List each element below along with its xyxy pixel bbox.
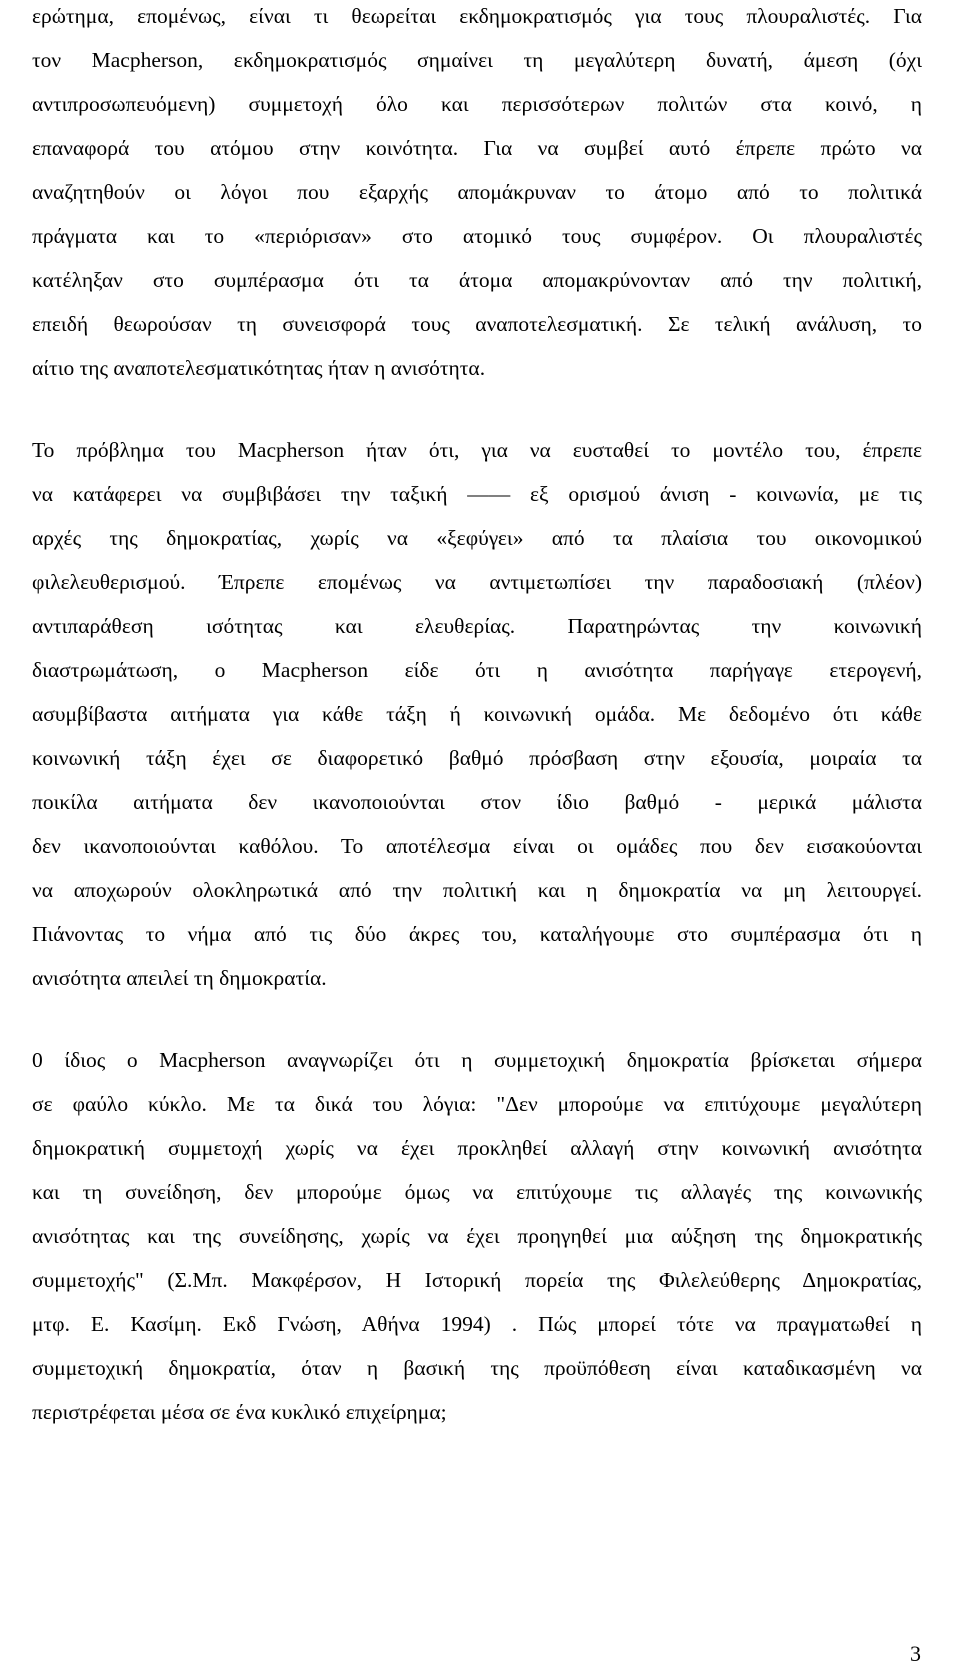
text-line: ποικίλα αιτήματα δεν ικανοποιούνται στον ίδιο βαθμό - μερικά μάλιστα	[32, 790, 922, 814]
text-line: κοινωνική τάξη έχει σε διαφορετικό βαθμό πρόσβαση στην εξουσία, μοιραία τα	[32, 746, 922, 770]
text-line: Πιάνοντας το νήμα από τις δύο άκρες του, καταλήγουμε στο συμπέρασμα ότι η	[32, 922, 922, 946]
text-line: κατέληξαν στο συμπέρασμα ότι τα άτομα απομακρύνονταν από την πολιτική,	[32, 268, 922, 292]
text-line: επειδή θεωρούσαν τη συνεισφορά τους αναποτελεσματική. Σε τελική ανάλυση, το	[32, 312, 922, 336]
text-line: ασυμβίβαστα αιτήματα για κάθε τάξη ή κοινωνική ομάδα. Με δεδομένο ότι κάθε	[32, 702, 922, 726]
text-line: σε φαύλο κύκλο. Με τα δικά του λόγια: "Δεν μπορούμε να επιτύχουμε μεγαλύτερη	[32, 1092, 922, 1116]
text-line: αντιπαράθεση ισότητας και ελευθερίας. Παρατηρώντας την κοινωνική	[32, 614, 922, 638]
text-line: διαστρωμάτωση, ο Macpherson είδε ότι η ανισότητα παρήγαγε ετερογενή,	[32, 658, 922, 682]
text-line: αντιπροσωπευόμενη) συμμετοχή όλο και περισσότερων πολιτών στα κοινό, η	[32, 92, 922, 116]
text-line: τον Macpherson, εκδημοκρατισμός σημαίνει τη μεγαλύτερη δυνατή, άμεση (όχι	[32, 48, 922, 72]
text-line: και τη συνείδηση, δεν μπορούμε όμως να επιτύχουμε τις αλλαγές της κοινωνικής	[32, 1180, 922, 1204]
text-line: ανισότητας και της συνείδησης, χωρίς να έχει προηγηθεί μια αύξηση της δημοκρατικής	[32, 1224, 922, 1248]
text-line: φιλελευθερισμού. Έπρεπε επομένως να αντιμετωπίσει την παραδοσιακή (πλέον)	[32, 570, 922, 594]
text-line: ερώτημα, επομένως, είναι τι θεωρείται εκδημοκρατισμός για τους πλουραλιστές. Για	[32, 4, 922, 28]
text-line: συμμετοχική δημοκρατία, όταν η βασική της προϋπόθεση είναι καταδικασμένη να	[32, 1356, 922, 1380]
text-line: ανισότητα απειλεί τη δημοκρατία.	[32, 966, 327, 990]
text-line: αναζητηθούν οι λόγοι που εξαρχής απομάκρυναν το άτομο από το πολιτικά	[32, 180, 922, 204]
text-line: αίτιο της αναποτελεσματικότητας ήταν η ανισότητα.	[32, 356, 486, 380]
text-line: δεν ικανοποιούνται καθόλου. Το αποτέλεσμα είναι οι ομάδες που δεν εισακούονται	[32, 834, 922, 858]
text-line: 0 ίδιος ο Macpherson αναγνωρίζει ότι η συμμετοχική δημοκρατία βρίσκεται σήμερα	[32, 1048, 922, 1072]
text-line: πράγματα και το «περιόρισαν» στο ατομικό τους συμφέρον. Οι πλουραλιστές	[32, 224, 922, 248]
text-line: συμμετοχής" (Σ.Μπ. Μακφέρσον, Η Ιστορική πορεία της Φιλελεύθερης Δημοκρατίας,	[32, 1268, 922, 1292]
text-line: μτφ. Ε. Κασίμη. Εκδ Γνώση, Αθήνα 1994) . Πώς μπορεί τότε να πραγματωθεί η	[32, 1312, 922, 1336]
text-line: επαναφορά του ατόμου στην κοινότητα. Για να συμβεί αυτό έπρεπε πρώτο να	[32, 136, 922, 160]
text-line: Το πρόβλημα του Macpherson ήταν ότι, για να ευσταθεί το μοντέλο του, έπρεπε	[32, 438, 922, 462]
text-line: περιστρέφεται μέσα σε ένα κυκλικό επιχείρημα;	[32, 1400, 447, 1424]
text-line: δημοκρατική συμμετοχή χωρίς να έχει προκληθεί αλλαγή στην κοινωνική ανισότητα	[32, 1136, 922, 1160]
text-line: να κατάφερει να συμβιβάσει την ταξική —— εξ ορισμού άνιση - κοινωνία, με τις	[32, 482, 922, 506]
page-number: 3	[910, 1641, 921, 1666]
text-line: να αποχωρούν ολοκληρωτικά από την πολιτική και η δημοκρατία να μη λειτουργεί.	[32, 878, 922, 902]
text-line: αρχές της δημοκρατίας, χωρίς να «ξεφύγει» από τα πλαίσια του οικονομικού	[32, 526, 922, 550]
